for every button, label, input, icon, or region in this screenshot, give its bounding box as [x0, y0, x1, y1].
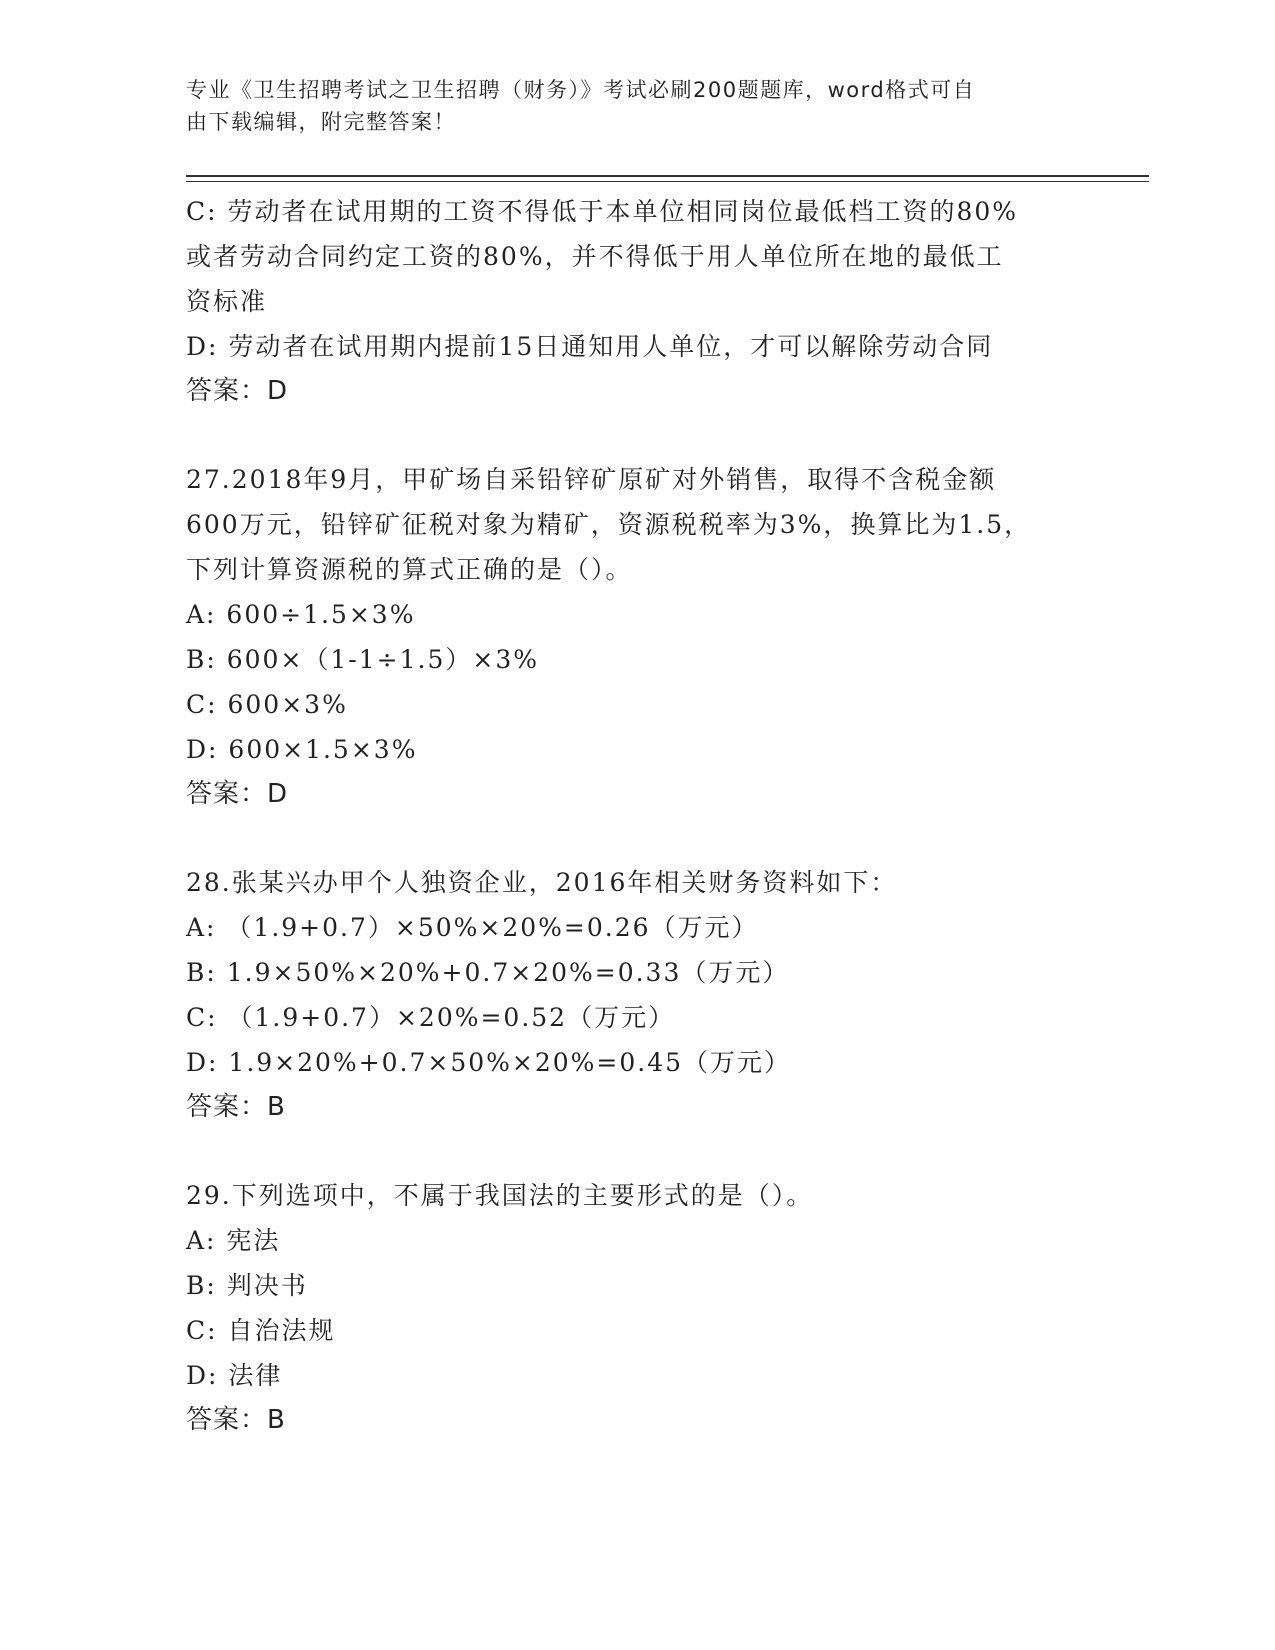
q27-option-b: B: 600×（1-1÷1.5）×3%	[186, 645, 539, 674]
spacer	[186, 1130, 1086, 1173]
q29-option-c: C: 自治法规	[186, 1316, 336, 1345]
q27-option-a: A: 600÷1.5×3%	[186, 600, 416, 629]
question-26-continued	[186, 189, 1086, 414]
q27-stem-line-2: 600万元，铅锌矿征税对象为精矿，资源税税率为3%，换算比为1.5，	[186, 510, 1032, 539]
header-rule-thin	[186, 181, 1149, 182]
spacer	[186, 414, 1086, 457]
q26-answer: 答案：D	[186, 376, 289, 406]
q28-option-b: B: 1.9×50%×20%+0.7×20%=0.33（万元）	[186, 958, 790, 987]
question-29	[186, 1173, 1086, 1443]
question-27	[186, 457, 1086, 817]
q28-answer: 答案：B	[186, 1092, 286, 1122]
q29-option-a: A: 宪法	[186, 1226, 281, 1255]
header-line-2: 由下载编辑，附完整答案！	[186, 110, 456, 134]
question-28	[186, 860, 1086, 1130]
header-line-1: 专业《卫生招聘考试之卫生招聘（财务）》考试必刷200题题库，word格式可自	[186, 78, 976, 102]
q27-option-d: D: 600×1.5×3%	[186, 735, 418, 764]
question-content	[186, 189, 1086, 1443]
q29-answer: 答案：B	[186, 1405, 286, 1435]
q29-stem: 29.下列选项中，不属于我国法的主要形式的是（）。	[186, 1181, 814, 1210]
q28-option-d: D: 1.9×20%+0.7×50%×20%=0.45（万元）	[186, 1048, 792, 1077]
q26-option-c-line-2: 或者劳动合同约定工资的80%，并不得低于用人单位所在地的最低工	[186, 242, 1004, 271]
q27-answer: 答案：D	[186, 779, 289, 809]
document-header	[186, 74, 1076, 138]
q28-stem: 28.张某兴办甲个人独资企业，2016年相关财务资料如下：	[186, 868, 898, 897]
q27-stem-line-1: 27.2018年9月，甲矿场自采铅锌矿原矿对外销售，取得不含税金额	[186, 465, 997, 494]
q28-option-c: C: （1.9+0.7）×20%=0.52（万元）	[186, 1003, 676, 1032]
header-rule-thick	[186, 175, 1149, 177]
q27-stem-line-3: 下列计算资源税的算式正确的是（）。	[186, 555, 633, 584]
spacer	[186, 817, 1086, 860]
q26-option-c-line-3: 资标准	[186, 287, 268, 316]
q28-option-a: A: （1.9+0.7）×50%×20%=0.26（万元）	[186, 913, 759, 942]
q29-option-d: D: 法律	[186, 1361, 283, 1390]
q29-option-b: B: 判决书	[186, 1271, 308, 1300]
q27-option-c: C: 600×3%	[186, 690, 348, 719]
q26-option-c-line-1: C: 劳动者在试用期的工资不得低于本单位相同岗位最低档工资的80%	[186, 197, 1019, 226]
q26-option-d: D: 劳动者在试用期内提前15日通知用人单位，才可以解除劳动合同	[186, 332, 994, 361]
